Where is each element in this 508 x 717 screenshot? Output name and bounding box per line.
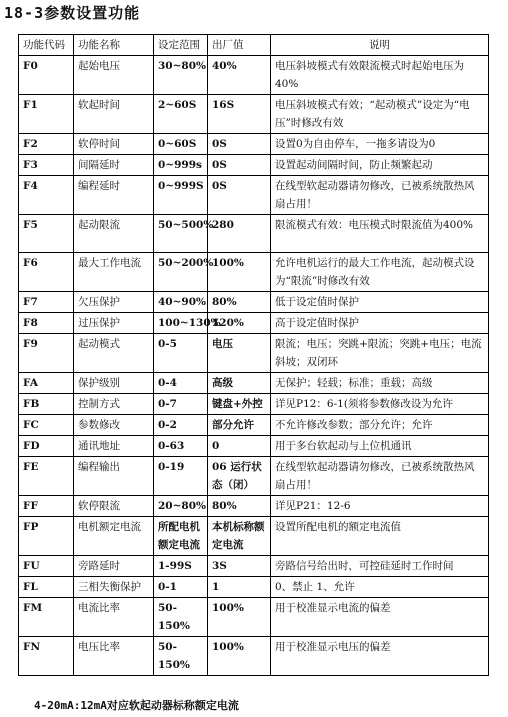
row-description: 设置所配电机的额定电流值 (271, 517, 489, 556)
row-name: 电机额定电流 (74, 517, 154, 556)
parameter-table (18, 34, 489, 676)
table-row (19, 415, 489, 436)
row-default: 280 (208, 215, 271, 253)
row-default: 0S (208, 155, 271, 176)
row-description: 电压斜坡模式有效；“起动模式”设定为“电压”时修改有效 (271, 95, 489, 134)
row-default: 120% (208, 313, 271, 334)
table-row (19, 215, 489, 253)
table-header-row (19, 35, 489, 56)
row-range: 50-150% (154, 637, 208, 676)
row-name: 过压保护 (74, 313, 154, 334)
row-default: 电压 (208, 334, 271, 373)
row-range: 0~60S (154, 134, 208, 155)
row-description: 用于校准显示电流的偏差 (271, 598, 489, 637)
table-row (19, 313, 489, 334)
row-name: 软起时间 (74, 95, 154, 134)
table-row (19, 334, 489, 373)
row-description: 用于多台软起动与上位机通讯 (271, 436, 489, 457)
table-row (19, 496, 489, 517)
row-default: 100% (208, 253, 271, 292)
row-default: 06 运行状态（闭） (208, 457, 271, 496)
row-code: F1 (19, 95, 74, 134)
row-name: 软停限流 (74, 496, 154, 517)
row-code: FN (19, 637, 74, 676)
section-title: 18-3参数设置功能 (4, 4, 141, 22)
row-range: 30~80% (154, 56, 208, 95)
row-name: 起始电压 (74, 56, 154, 95)
row-description: 高于设定值时保护 (271, 313, 489, 334)
row-name: 编程延时 (74, 176, 154, 215)
row-description: 设置起动间隔时间，防止频繁起动 (271, 155, 489, 176)
table-row (19, 56, 489, 95)
row-code: FC (19, 415, 74, 436)
table-row (19, 637, 489, 676)
row-default: 0S (208, 134, 271, 155)
row-range: 0-5 (154, 334, 208, 373)
row-description: 电压斜坡模式有效限流模式时起始电压为40% (271, 56, 489, 95)
row-name: 电压比率 (74, 637, 154, 676)
row-default: 0 (208, 436, 271, 457)
row-default: 100% (208, 598, 271, 637)
row-code: FM (19, 598, 74, 637)
row-range: 50~500% (154, 215, 208, 253)
row-default: 100% (208, 637, 271, 676)
table-row (19, 394, 489, 415)
row-range: 20~80% (154, 496, 208, 517)
row-default: 本机标称额定电流 (208, 517, 271, 556)
row-code: FP (19, 517, 74, 556)
row-default: 高级 (208, 373, 271, 394)
table-row (19, 457, 489, 496)
row-default: 部分允许 (208, 415, 271, 436)
row-default: 0S (208, 176, 271, 215)
row-code: FL (19, 577, 74, 598)
table-row (19, 292, 489, 313)
row-code: F4 (19, 176, 74, 215)
row-code: FE (19, 457, 74, 496)
row-name: 旁路延时 (74, 556, 154, 577)
row-range: 0-7 (154, 394, 208, 415)
header-name: 功能名称 (74, 35, 154, 56)
table-row (19, 373, 489, 394)
row-name: 起动模式 (74, 334, 154, 373)
row-range: 100~130% (154, 313, 208, 334)
row-description: 详见P12：6-1(须将参数修改设为允许 (271, 394, 489, 415)
row-name: 编程输出 (74, 457, 154, 496)
table-row (19, 176, 489, 215)
header-code: 功能代码 (19, 35, 74, 56)
table-row (19, 253, 489, 292)
row-description: 不允许修改参数；部分允许；允许 (271, 415, 489, 436)
row-range: 0~999S (154, 176, 208, 215)
row-description: 旁路信号给出时，可控硅延时工作时间 (271, 556, 489, 577)
table-row (19, 598, 489, 637)
header-range: 设定范围 (154, 35, 208, 56)
row-code: F6 (19, 253, 74, 292)
row-code: F9 (19, 334, 74, 373)
row-range: 50-150% (154, 598, 208, 637)
row-description: 限流模式有效：电压模式时限流值为400% (271, 215, 489, 253)
row-code: F2 (19, 134, 74, 155)
table-row (19, 134, 489, 155)
row-range: 所配电机额定电流 (154, 517, 208, 556)
row-code: F8 (19, 313, 74, 334)
row-range: 0-63 (154, 436, 208, 457)
row-code: F3 (19, 155, 74, 176)
row-name: 三相失衡保护 (74, 577, 154, 598)
row-default: 40% (208, 56, 271, 95)
row-range: 40~90% (154, 292, 208, 313)
table-row (19, 95, 489, 134)
row-range: 2~60S (154, 95, 208, 134)
row-name: 参数修改 (74, 415, 154, 436)
row-name: 通讯地址 (74, 436, 154, 457)
row-range: 0-1 (154, 577, 208, 598)
row-range: 0-19 (154, 457, 208, 496)
row-range: 1-99S (154, 556, 208, 577)
row-name: 控制方式 (74, 394, 154, 415)
table-row (19, 577, 489, 598)
row-name: 保护级别 (74, 373, 154, 394)
row-name: 间隔延时 (74, 155, 154, 176)
row-description: 无保护；轻载；标准；重载；高级 (271, 373, 489, 394)
row-name: 软停时间 (74, 134, 154, 155)
row-description: 设置0为自由停车，一拖多请设为0 (271, 134, 489, 155)
row-description: 允许电机运行的最大工作电流，起动模式设为“限流”时修改有效 (271, 253, 489, 292)
row-default: 1 (208, 577, 271, 598)
row-range: 0~999s (154, 155, 208, 176)
row-code: FD (19, 436, 74, 457)
row-default: 键盘+外控 (208, 394, 271, 415)
row-description: 0、禁止 1、允许 (271, 577, 489, 598)
header-description: 说明 (271, 35, 489, 56)
row-code: F5 (19, 215, 74, 253)
row-range: 0-4 (154, 373, 208, 394)
row-code: FU (19, 556, 74, 577)
row-description: 详见P21：12-6 (271, 496, 489, 517)
table-row (19, 556, 489, 577)
row-default: 80% (208, 292, 271, 313)
row-code: FA (19, 373, 74, 394)
row-name: 起动限流 (74, 215, 154, 253)
table-row (19, 155, 489, 176)
table-row (19, 436, 489, 457)
row-name: 最大工作电流 (74, 253, 154, 292)
row-description: 用于校准显示电压的偏差 (271, 637, 489, 676)
row-description: 在线型软起动器请勿修改，已被系统散热风扇占用！ (271, 176, 489, 215)
table-row (19, 517, 489, 556)
row-code: FF (19, 496, 74, 517)
row-description: 在线型软起动器请勿修改，已被系统散热风扇占用！ (271, 457, 489, 496)
row-name: 电流比率 (74, 598, 154, 637)
row-range: 50~200% (154, 253, 208, 292)
row-code: FB (19, 394, 74, 415)
footer-note: 4-20mA:12mA对应软起动器标称额定电流 (34, 699, 239, 712)
header-default: 出厂值 (208, 35, 271, 56)
row-default: 80% (208, 496, 271, 517)
row-range: 0-2 (154, 415, 208, 436)
row-code: F0 (19, 56, 74, 95)
row-description: 限流；电压；突跳+限流；突跳+电压；电流斜坡；双闭环 (271, 334, 489, 373)
row-description: 低于设定值时保护 (271, 292, 489, 313)
row-default: 3S (208, 556, 271, 577)
row-name: 欠压保护 (74, 292, 154, 313)
row-code: F7 (19, 292, 74, 313)
row-default: 16S (208, 95, 271, 134)
